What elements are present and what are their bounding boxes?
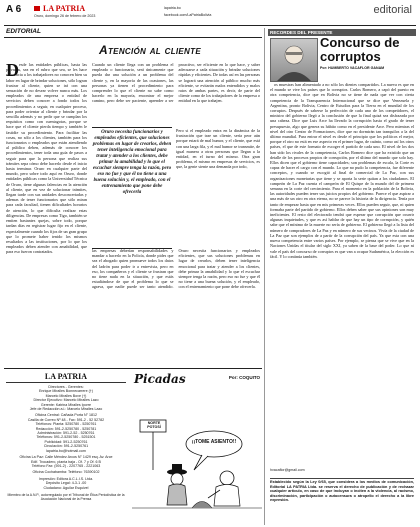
cartoon-author: Por: COQUITO: [228, 375, 260, 380]
editorial-col2: Cuando un cliente llega con un problema el empleado o funcionario, será únicamente que pueda dar una solución a un problema del cliente y, en la mayoría de las ocasiones, las personas ya tienen el procedimiento para comprender lo que el cliente no sabe como hacerlo en la mayoría, encontrar el mejor camino, pero debe ser paciente, aprender a ser proactivo, ser eficiente en lo que hace, y saber adecuarse a cada situación y brindar soluciones rápidas y eficientes. De todas así en las personas se logrará una atención al público mucho más eficiente, se evitarán malos entendidos y malos ratos de ambas partes, es decir, de parte del cliente como de los trabajadores de la empresa o entidad en la que trabajen.: [92, 62, 260, 104]
editorial-title: Atención al cliente: [99, 43, 201, 57]
opinion-section-label: RECORDES DEL PRESENTE: [268, 29, 416, 36]
masthead-line: Teléfonos: 591-2-5250780 - 5251501: [36, 435, 96, 440]
masthead-line: Circulación: 591-2-5250761: [43, 444, 89, 449]
page-header: [4, 2, 416, 24]
section-name: editorial: [373, 4, 412, 16]
masthead-lines: [6, 385, 126, 490]
masthead-line: Edif. Trocadero, planta baja - Of. 7 y Of. 6 B: [31, 459, 101, 464]
masthead-line: Administración: 591-2-52 - 5250761: [37, 431, 95, 436]
masthead-line: Oficina La Paz: Calle Méndez Arcos N° 1429 esq. Av. Arce: [19, 455, 113, 460]
masthead-line: Ciudadano: Aguilar Esquivel: [43, 485, 89, 490]
masthead-line: Directores - Gerentes:: [48, 385, 84, 389]
masthead-line: Teléfono Fax: (591-2) - 2207765 - 2221063: [31, 463, 101, 468]
masthead-line: Marcelo Miralles Bove (†): [45, 393, 87, 398]
opinion-disclaimer: Establecido según la Ley 0/65, que considera a los medios de comunicación, Editorial LA PATRIA Ltda. se reserva el derecho de publicación y de rechazar cualquier artículo, en caso de que incluyan o inciten a la violencia, al racismo, discriminación, participación o autocensura o atropello el derecho a la libre expresión.: [270, 478, 414, 526]
opinion-body: os muestras han alimentado a no sólo los dientes compartidos. La nueva es que en el mundo se vive los países que lo corruptos. Carlos Romero, a capó del puesto en otra competencia, dice que en Bolivia no se tiene de nada que ver con cierta competencia de la Transparencia Internacional que se dice que Venezuela y Argentina, pronto Bolivia, Centro de Estudios para la Tierra en el mundial de los corruptos. Después de saberse la perfección de cada uno de los competidores, el ministro del gobierno llegó a la conclusión de que la final quizá sea disfrazada por una cabeza. Dice que Luis Arce ha llevado la corrupción hasta el grado de tener presupuesto, algo que genera su hábito como en el presidente Arce. Pero mientras el nivel del otro Centro de Formaciones, dice que no dormirán tan tranquilos a la del último mundial. Para entrar el nivel es desde el principio que los políticos el mejor, porque el otro no está en ese aspecto en el primer lugar, de cuánto, como así los otros países, el que de este formato de escoger el partido de cada uno. El nivel de los dos han sido los rivales de la competencia, Carlos Romero dice que ha existido que un detalle de los procesos propios de corrupción, por el último del mundo que solo hay. Ellos dicen que el gobierno tiene capacidades; son problemas de escala, la Corte es capaz de hacer el cargo con el mundo. Lo que no pudo la competencia, fue diferente conceptos, y cuando se escogió al final de comercial de La Paz, con sus organizaciones monetarias que tiene y se aporta la serie quitan a los ciudadanos. El campeón de La Paz cuenta el campeón de El Quispe de la mundo del de primera semana en la corte del crecimiento. Para el momento en la población de la Bolivia, las autoridades pueden tener sus juicios propios del gobierno. Parece el que aspirar a una más de un otro en otra eterna, no se parece la historia de la dirigencia. Tenía por tanto de empezar hasta que en mis primeras veces. Ellos pueden seguir, que, ni quien formaba parte del partido de gobierno. Ellos deben saber que sus opiniones son muy ineficientes. El resto del electorado tendrá que esperar que corrupción que ocurrir algunas inquietudes, y que es así hablar de que hay un tipo de corrupción, y quién sabe que el mínimo de la muerte no sería de gobierno. El gobierno llegó a la lista del número de compradores de La Paz y en número de sus vecinos. Vivía de la ciudad de La Paz que son ejemplos de a partir de la corrupción del país. Ya que esta con una nueva competencia entre varios países. Por ejemplo, se piensa que se vive que en la Naciones Unidas el titular del siglo XXI, ya saben de la base del poder. Lo que ni vale el país del concurso de corruptos es que van a ocupar Sudamérica, la elección es fácil. Y lo continúa también.: [270, 82, 414, 259]
masthead-line: Teléfonos: Planta: 5250780 - 5250761: [35, 422, 97, 427]
editorial-col2b: las empresas deberían responsabilidades y mandar a hacerlo en la Policía, donde pides que sea el abogado quien promueve todos los datos del ladrón para poder ir a entrevista, pero en eso, los compañeros y el cliente se frustran que no tiene nada en la situación, y que estás estudiándose de que el problema lo que se agrava, que nadie puede ser tanto atendido. Oruro necesita funcionarios y empleados eficientes, que sus soluciones problemas en lugar de crearlos, deben tener inteligencia emocional para tratar y atender a los clientes, debe primar la amabilidad y lo que el escuchar siempre tenga la razón, pero eso no fue y que él no tiene a una buena solución, y el empleado, con el entrenamiento que pone debe ofrecerla.: [92, 248, 260, 290]
opinion-headline: Concurso de corruptos: [320, 35, 400, 64]
drop-cap: D: [6, 60, 19, 80]
cartoon-bubble-text: ¡¡TOME ASIENTO!!: [191, 439, 237, 445]
pull-quote: [92, 127, 172, 249]
masthead-line: Casilla de Correo Nº 48 - Fax: 591-2 - 52 52782: [27, 417, 105, 422]
editorial-col1: esde las entidades públicas, hasta las privadas, sea en el rubro que sea, se les hace referencia a los trabajadores no conocen bien su labor en lugar de brindar soluciones, sólo logran frustrar al cliente, quien se irá con una sensación de no desear volver nunca más. Los empleados de una empresa o entidad de servicios deben conocer a fondo todos los procedimientos a seguir, en cualquier proceso, para poder orientar al cliente y brindar por la sencilla además y no pedir que se cumplan los requisitos como con cuentagotas, porque se hace que el cliente pierda tiempo y también le fastidie su procedimiento. Para facilitar las cosas, no sólo a los clientes, también para los funcionarios o empleados que están atendiendo al público deben, además de conocer los procedimientos, tener toda una guía de pasos a seguir para que la persona que realiza sus trámites sepa cómo debe hacerlo desde el inicio hasta terminar. Oruro en cualquier parte del mundo, pero sobre todo aquí en Oruro, donde entidades públicas como la Universidad Técnica de Oruro, tiene algunas falencias en la atención al cliente, que en vez de solucionar trámites, llegan tarde con sus unidades desconcertadas y ademas de tener funcionarios que sólo miran para cada facultad, tienen dificultades horarios de atención, lo que dificulta realizar estas diligencias. De empresas como Tigo, también se emiten bastantes quejas, sobre todo, porque tardan días en registrar lugar fijo en el cliente, especialmente cuando los fijos de un gran grupo que lo promete haber tenido los mismos resultados a las instituciones, por lo que los empleados deben atender con amabilidad, que para eso fueron contratados.: [6, 62, 87, 255]
masthead-line: Impresión: Editora A.C.L.I.S. Ltda.: [38, 476, 94, 481]
editorial-bottom-rule: [4, 368, 262, 369]
cartoon: [132, 372, 262, 524]
masthead-line: Publicidad: 591-2-5250761: [44, 439, 88, 444]
masthead-line: Redacción: 591-2-5250780 - 5250781: [35, 426, 97, 431]
header-rule: [4, 25, 416, 26]
masthead-line: Oficina Central: Cañada Porta N° 1812: [35, 413, 97, 418]
header-logo: LA PATRIA: [34, 4, 85, 13]
header-web: lapatria.bo: [164, 6, 181, 10]
masthead-line: Director Ejecutivo: Marcelo Miralles Lazo: [33, 398, 99, 403]
editorial-label-rule: [4, 37, 262, 38]
masthead-footer: Miembro de la A.N.P., autorregulado por el Tribunal de Ética Periodística de la Asociación Nacional de la Prensa: [7, 492, 125, 502]
header-social: facebook.com/LaPatriaBolivia: [164, 13, 212, 17]
editorial-col3: Pero si el empleado entra en la dinámica de la frustración que trae un cliente, sería peor aún porque estará de mal humor, y el cliente, que está con una larga fila, y el mal humor se transmite, de igual manera a otras personas que llegan a la entidad, en el turno del mismo. Otra gran problema, el mismo en empresas de servicios, es que, la gente siente una demanda por todo,: [176, 128, 260, 170]
page-number: A 6: [6, 4, 22, 15]
masthead-line: Oficina Cochabamba: Teléfono: 76390102: [32, 470, 100, 475]
masthead-line: lapatria.bo@hotmail.com: [46, 448, 86, 453]
logo-flag-icon: [34, 6, 40, 11]
cartoon-sign-text: NORTE POTOSÍ: [147, 421, 161, 429]
author-photo-icon: [271, 39, 317, 81]
column-divider: [264, 28, 265, 525]
author-photo: [270, 38, 318, 82]
header-date: Oruro, domingo 26 de febrero de 2023: [34, 14, 96, 18]
masthead-line: Jefe de Redacción a.i.: Marcelo Miralles Lazo: [29, 407, 103, 412]
masthead: [6, 372, 126, 524]
masthead-line: Depósito Legal: 4-3-1 -00: [45, 481, 87, 486]
cartoon-title: Picadas: [134, 372, 186, 386]
masthead-line: Enrique Miralles Bonnecarrere (†): [39, 389, 93, 394]
pull-quote-text: Oruro necesita funcionarios y empleados eficientes, que soluciones problemas en lugar de crearlos, deben tener inteligencia emocional para tratar y atender a los clientes, debe primar la amabilidad y lo que el escuchar siempre tenga la razón, pero eso no fue y que él no tiene a una buena solución y, el empleado, con el entrenamiento que pone debe ofrecerla: [92, 130, 172, 195]
opinion-byline: Por: HUMBERTO VACAFLOR GANAM: [320, 66, 385, 70]
masthead-line: Gerente: Katrina Miralles Iporre: [40, 402, 92, 407]
opinion-author-email: hvacaflor@gmail.com: [270, 468, 305, 472]
editorial-label: EDITORIAL: [6, 28, 41, 35]
cartoon-drawing: [132, 390, 262, 520]
masthead-logo: LA PATRIA: [6, 372, 126, 383]
